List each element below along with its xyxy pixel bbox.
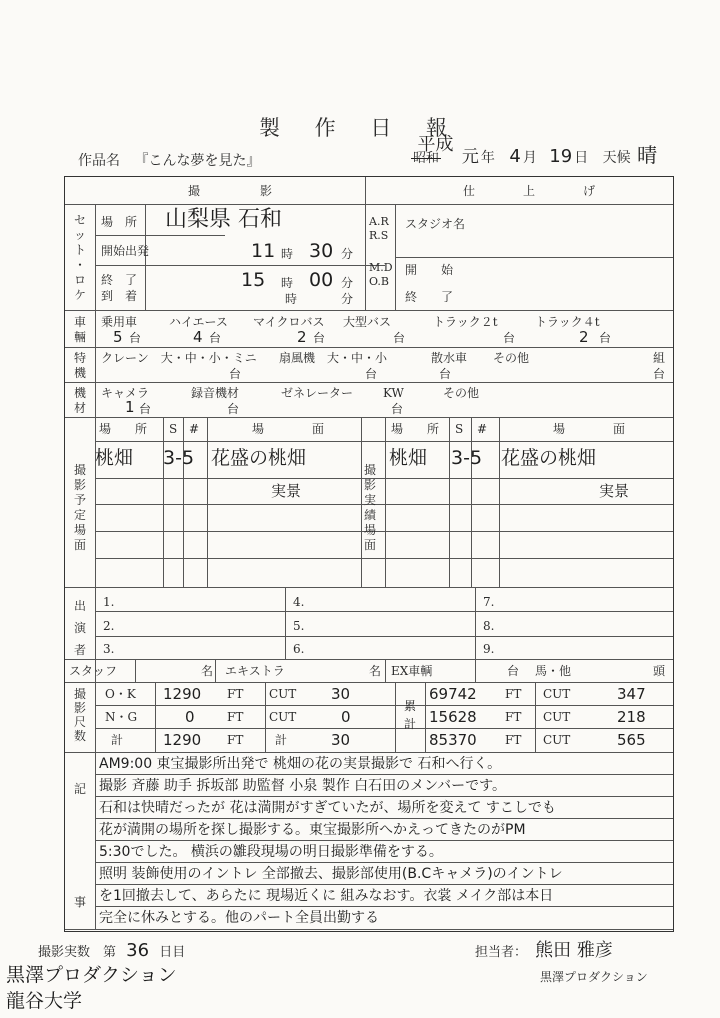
work-title-line (78, 150, 260, 170)
note-line: 完全に休みとする。他のパート全員出勤する (99, 910, 379, 926)
ar-rs-label: A.R R.S (369, 215, 389, 242)
total-label: 計 (111, 733, 124, 747)
ng-cut: 0 (341, 708, 351, 726)
camera-label: キャメラ (101, 386, 150, 400)
shoot-header: 撮 影 (187, 184, 272, 198)
actual-place: 桃畑 (389, 447, 428, 469)
cum-ng-cut: 218 (617, 708, 646, 726)
note-line: 照明 装飾使用のイントレ 全部撤去、撮影部使用(B.Cキャメラ)のイントレ (99, 866, 563, 882)
crane-label: クレーン 大・中・小・ミニ (101, 351, 257, 365)
page-title: 製 作 日 報 (258, 116, 462, 140)
ex-vehicle-label: EX車輌 (391, 664, 433, 678)
extra-label: エキストラ (225, 664, 285, 678)
cum-total-cut: 565 (617, 731, 646, 749)
note-line: 花が満開の場所を探し撮影する。東宝撮影所へかえってきたのがPM (99, 822, 526, 838)
cum-total-ft: 85370 (429, 731, 477, 749)
horse-label: 馬・他 (535, 664, 572, 678)
vehicle-count: 2 (297, 328, 307, 346)
end-minute: 00 (309, 269, 334, 291)
vehicle-label: トラック４t (535, 315, 600, 329)
note-line: 5:30でした。 横浜の雛段現場の明日撮影準備をする。 (99, 844, 443, 860)
cast-num: 1. (103, 595, 115, 609)
actual-scene: 花盛の桃畑 (501, 447, 597, 469)
place-label: 場 所 (101, 215, 138, 229)
era-printed: 昭和 (413, 151, 440, 166)
place-value: 山梨県 石和 (165, 207, 282, 232)
month-value: 4 (509, 146, 521, 167)
note-line: 石和は快晴だったが 花は満開がすぎていたが、場所を変えて すこしでも (99, 800, 556, 816)
equipment-label: 機材 (73, 386, 86, 415)
col-scene: 場 面 (251, 422, 324, 436)
set-loc-label: セ ッ ト ・ ロ ケ (73, 213, 86, 302)
start-label: 開始出発 (101, 244, 150, 258)
work-label: 作品名 (78, 153, 120, 169)
fan-label: 扇風機 大・中・小 (279, 351, 388, 365)
note-line: を1回撤去して、あらたに 現場近くに 組みなおす。衣裳 メイク部は本日 (99, 888, 554, 904)
cum-ng-ft: 15628 (429, 708, 477, 726)
era-written: 平成 (417, 134, 454, 155)
ng-ft: 0 (185, 708, 195, 726)
vehicle-count: 2 (579, 328, 589, 346)
cast-num: 5. (293, 619, 305, 633)
cast-num: 4. (293, 595, 305, 609)
planned-note: 実景 (271, 482, 302, 500)
year-value: 元 (461, 147, 479, 167)
film-label: 撮 影 尺 数 (73, 687, 86, 743)
notes-label-top: 記 (73, 782, 86, 796)
ok-ft: 1290 (163, 685, 202, 703)
kw-label: KW (383, 386, 404, 400)
ok-label: O・K (105, 687, 136, 701)
studio-label: スタジオ名 (405, 217, 466, 231)
day-value: 19 (549, 146, 573, 167)
note-line: 撮影 斉藤 助手 拆坂部 助監督 小泉 製作 白石田のメンバーです。 (99, 778, 507, 794)
shooting-days: 撮影実数 第 36 日目 (38, 940, 186, 961)
actual-note: 実景 (599, 482, 630, 500)
vehicle-label: 乗用車 (101, 315, 138, 329)
arrive-label: 到 着 (101, 289, 138, 303)
vehicles-label: 車輛 (73, 315, 86, 344)
total-cut: 30 (331, 731, 351, 749)
ng-label: N・G (105, 710, 138, 724)
cast-num: 9. (483, 642, 495, 656)
cast-num: 3. (103, 642, 115, 656)
cast-num: 7. (483, 595, 495, 609)
cast-label: 出 演 者 (73, 599, 86, 657)
days-value: 36 (126, 940, 150, 961)
daily-report-form: 撮 影 仕 上 げ セ ッ ト ・ ロ ケ 場 所 山梨県 石和 開始出発 11 時 30 分 終 了 到 着 15 時 00 分 時 分 A.R R.S スタジオ名 M.D O.B 開 始 終 了 車輛 乗用車 5 台 ハイエース 4 台 マイクロバス 2 台 大型バス 台 トラック２t 台 トラック４t 2 台 特機 クレーン 大・中・小・ミニ 台 扇風機 大・中・小 台 散水車 台 その他 組 台 機材 キャメラ 1 台 録音機材 台 ゼネレーター KW 台 その他 場 所 S # 場 面 場 所 S # 場 面 撮 影 予 定 場 面 撮 影 実 績 場 面 桃畑 3-5 花盛の桃畑 実景 桃畑 3-5 花盛の桃畑 実景 出 演 者 1. 2. 3. 4. 5. 6. 7. 8. 9. スタッフ 名 エキストラ 名 EX車輌 台 馬・他 頭 撮 影 尺 数 O・K N・G 計 1290 0 1290 FT FT FT CUT CUT 計 30 0 30 累 計 69742 15628 85370 FT FT FT CUT CUT CUT 347 218 565 記 事 AM9:00 東宝撮影所出発で 桃畑の花の実景撮影で 石和へ行く。 撮影 斉藤 助手 拆坂部 助監督 小泉 製作 白石田のメンバーです。 石和は快晴だったが 花は満開がすぎていたが、場所を変えて すこしでも 花が満開の場所を探し撮影する。東宝撮影所へかえってきたのがPM 5:30でした。 横浜の雛段現場の明日撮影準備をする。 照明 装飾使用のイントレ 全部撤去、撮影部使用(B.Cキャメラ)のイントレ を1回撤去して、あらたに 現場近くに 組みなおす。衣裳 メイク部は本日 完全に休みとする。他のパート全員出勤する (64, 176, 674, 932)
weather-value: 晴 (637, 143, 658, 167)
special-label: 特機 (73, 351, 86, 380)
planned-place: 桃畑 (95, 447, 134, 469)
cast-num: 2. (103, 619, 115, 633)
weather-label: 天候 (602, 150, 631, 166)
cum-ok-cut: 347 (617, 685, 646, 703)
vehicle-count: 4 (193, 328, 203, 346)
open-label: 開 始 (405, 263, 454, 277)
staff-label: スタッフ (69, 664, 118, 678)
watermark-line-1: 黒澤プロダクション (6, 964, 177, 986)
equipment-other-label: その他 (443, 386, 480, 400)
vehicle-count: 5 (113, 328, 123, 346)
vehicle-label: 大型バス (343, 315, 392, 329)
total-ft: 1290 (163, 731, 202, 749)
person-in-charge: 担当者： 熊田 雅彦 (475, 940, 613, 961)
water-truck-label: 散水車 (431, 351, 468, 365)
end-label: 終 了 (101, 273, 138, 287)
cast-num: 6. (293, 642, 305, 656)
col-place: 場 所 (391, 422, 440, 436)
generator-label: ゼネレーター (281, 386, 354, 400)
end-hour: 15 (241, 269, 266, 291)
md-ob-label: M.D O.B (369, 261, 393, 288)
actual-s: 3-5 (451, 447, 483, 469)
note-line: AM9:00 東宝撮影所出発で 桃畑の花の実景撮影で 石和へ行く。 (99, 756, 502, 772)
start-minute: 30 (309, 240, 334, 262)
planned-scene: 花盛の桃畑 (211, 447, 307, 469)
notes-label-bottom: 事 (73, 895, 86, 909)
col-place: 場 所 (99, 422, 148, 436)
planned-scenes-label: 撮 影 予 定 場 面 (73, 463, 86, 552)
company-name: 黒澤プロダクション (540, 970, 648, 984)
person-value: 熊田 雅彦 (535, 940, 613, 961)
col-scene: 場 面 (552, 422, 625, 436)
cast-num: 8. (483, 619, 495, 633)
work-title: 『こんな夢を見た』 (134, 153, 261, 169)
finish-header: 仕 上 げ (462, 184, 595, 198)
vehicle-label: マイクロバス (253, 315, 325, 329)
special-other-label: その他 (493, 351, 530, 365)
sound-label: 録音機材 (191, 386, 240, 400)
start-hour: 11 (251, 240, 276, 262)
watermark-line-2: 龍谷大学 (6, 990, 83, 1012)
planned-s: 3-5 (163, 447, 195, 469)
cum-ok-ft: 69742 (429, 685, 477, 703)
close-label: 終 了 (405, 290, 454, 304)
cumulative-label: 累 計 (403, 699, 416, 731)
camera-count: 1 (125, 398, 135, 416)
actual-scenes-label: 撮 影 実 績 場 面 (363, 463, 376, 552)
ok-cut: 30 (331, 685, 351, 703)
vehicle-label: ハイエース (169, 315, 228, 329)
date-line: 昭和 平成 元 年 4 月 19 日 天候 晴 (413, 134, 658, 167)
vehicle-label: トラック２t (433, 315, 498, 329)
